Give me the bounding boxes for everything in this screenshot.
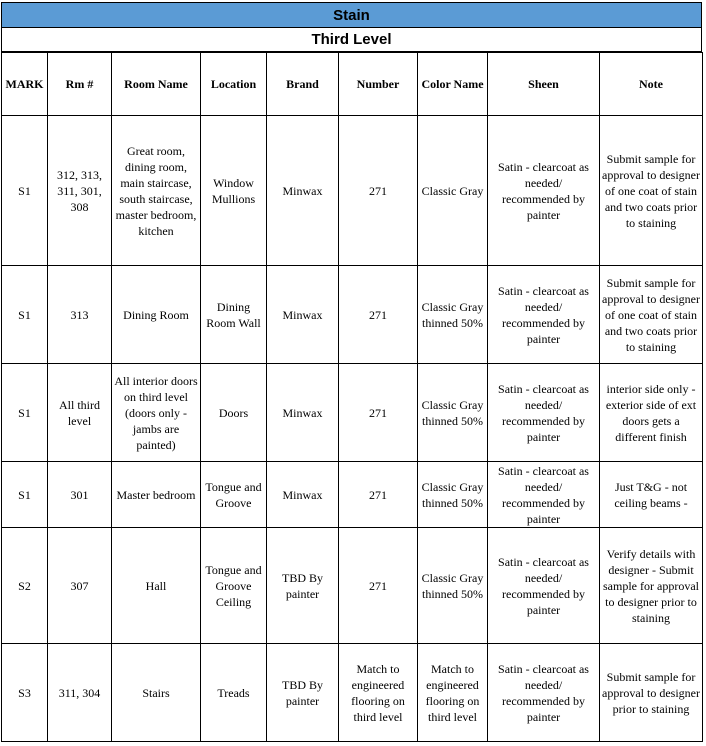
header-sheen: Sheen bbox=[488, 53, 600, 116]
cell-sheen: Satin - clearcoat as needed/ recommended by painter bbox=[488, 528, 600, 644]
cell-mark: S1 bbox=[2, 116, 48, 266]
table-row bbox=[2, 364, 703, 462]
cell-brand: TBD By painter bbox=[267, 644, 339, 742]
header-location: Location bbox=[201, 53, 267, 116]
cell-brand: Minwax bbox=[267, 364, 339, 462]
cell-room-name: Dining Room bbox=[112, 266, 201, 364]
cell-mark: S2 bbox=[2, 528, 48, 644]
header-color-name: Color Name bbox=[418, 53, 488, 116]
cell-mark: S1 bbox=[2, 266, 48, 364]
cell-room-number: 307 bbox=[48, 528, 112, 644]
cell-location: Tongue and Groove bbox=[201, 462, 267, 528]
cell-note: Submit sample for approval to designer of one coat of stain and two coats prior to staining bbox=[600, 266, 703, 364]
cell-location: Window Mullions bbox=[201, 116, 267, 266]
cell-color-name: Classic Gray bbox=[418, 116, 488, 266]
cell-room-name: Great room, dining room, main staircase, south staircase, master bedroom, kitchen bbox=[112, 116, 201, 266]
table-title: Stain bbox=[1, 2, 702, 28]
cell-brand: TBD By painter bbox=[267, 528, 339, 644]
table-row bbox=[2, 266, 703, 364]
cell-room-number: 312, 313, 311, 301, 308 bbox=[48, 116, 112, 266]
cell-room-name: Master bedroom bbox=[112, 462, 201, 528]
table-subtitle: Third Level bbox=[1, 28, 702, 52]
table-row bbox=[2, 462, 703, 528]
cell-sheen: Satin - clearcoat as needed/ recommended by painter bbox=[488, 364, 600, 462]
cell-number: 271 bbox=[339, 116, 418, 266]
cell-sheen: Satin - clearcoat as needed/ recommended by painter bbox=[488, 266, 600, 364]
cell-number: 271 bbox=[339, 528, 418, 644]
cell-room-number: 313 bbox=[48, 266, 112, 364]
cell-note: interior side only - exterior side of ext doors gets a different finish bbox=[600, 364, 703, 462]
cell-note: Verify details with designer - Submit sample for approval to designer prior to staining bbox=[600, 528, 703, 644]
header-room-name: Room Name bbox=[112, 53, 201, 116]
cell-number: 271 bbox=[339, 266, 418, 364]
cell-number: Match to engineered flooring on third level bbox=[339, 644, 418, 742]
cell-brand: Minwax bbox=[267, 116, 339, 266]
header-mark: MARK bbox=[2, 53, 48, 116]
cell-room-name: Stairs bbox=[112, 644, 201, 742]
cell-location: Doors bbox=[201, 364, 267, 462]
cell-mark: S1 bbox=[2, 364, 48, 462]
cell-color-name: Classic Gray thinned 50% bbox=[418, 266, 488, 364]
cell-note: Submit sample for approval to designer of one coat of stain and two coats prior to staining bbox=[600, 116, 703, 266]
cell-number: 271 bbox=[339, 462, 418, 528]
table-row bbox=[2, 116, 703, 266]
cell-mark: S1 bbox=[2, 462, 48, 528]
table-row bbox=[2, 644, 703, 742]
cell-location: Dining Room Wall bbox=[201, 266, 267, 364]
cell-color-name: Classic Gray thinned 50% bbox=[418, 364, 488, 462]
cell-room-number: 311, 304 bbox=[48, 644, 112, 742]
cell-room-name: Hall bbox=[112, 528, 201, 644]
cell-room-name: All interior doors on third level (doors only - jambs are painted) bbox=[112, 364, 201, 462]
cell-color-name: Classic Gray thinned 50% bbox=[418, 528, 488, 644]
cell-room-number: 301 bbox=[48, 462, 112, 528]
table-row bbox=[2, 528, 703, 644]
cell-location: Tongue and Groove Ceiling bbox=[201, 528, 267, 644]
cell-brand: Minwax bbox=[267, 462, 339, 528]
header-brand: Brand bbox=[267, 53, 339, 116]
header-note: Note bbox=[600, 53, 703, 116]
cell-color-name: Classic Gray thinned 50% bbox=[418, 462, 488, 528]
cell-note: Just T&G - not ceiling beams - bbox=[600, 462, 703, 528]
header-number: Number bbox=[339, 53, 418, 116]
cell-sheen: Satin - clearcoat as needed/ recommended by painter bbox=[488, 462, 600, 528]
cell-mark: S3 bbox=[2, 644, 48, 742]
cell-location: Treads bbox=[201, 644, 267, 742]
cell-note: Submit sample for approval to designer prior to staining bbox=[600, 644, 703, 742]
cell-brand: Minwax bbox=[267, 266, 339, 364]
cell-color-name: Match to engineered flooring on third level bbox=[418, 644, 488, 742]
header-row bbox=[2, 53, 703, 116]
stain-schedule-table bbox=[1, 52, 703, 742]
cell-room-number: All third level bbox=[48, 364, 112, 462]
header-room-number: Rm # bbox=[48, 53, 112, 116]
cell-number: 271 bbox=[339, 364, 418, 462]
cell-sheen: Satin - clearcoat as needed/ recommended by painter bbox=[488, 116, 600, 266]
cell-sheen: Satin - clearcoat as needed/ recommended by painter bbox=[488, 644, 600, 742]
